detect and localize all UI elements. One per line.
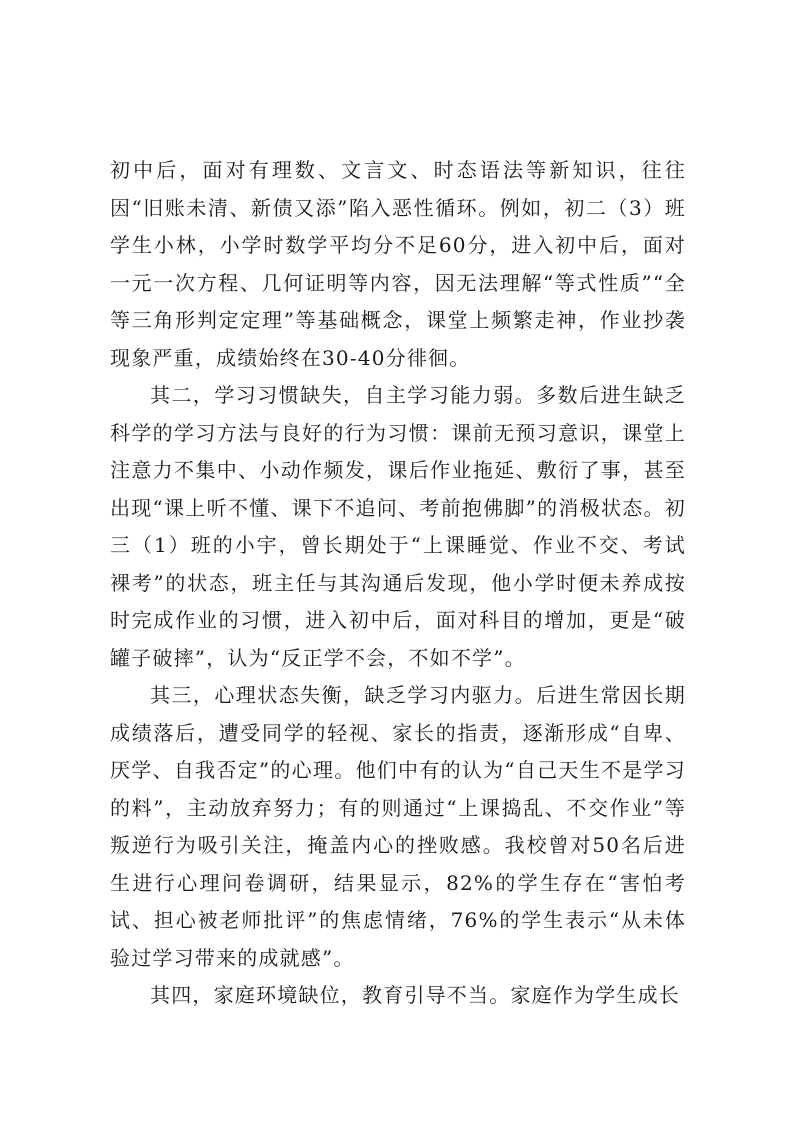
document-body: [110, 152, 686, 1015]
paragraph-4: 其四，家庭环境缺位，教育引导不当。家庭作为学生成长: [150, 983, 680, 1007]
paragraph-1: 初中后，面对有理数、文言文、时态语法等新知识，往往因“旧账未清、新债又添”陷入恶性循环。例如，初二（3）班学生小林，小学时数学平均分不足60分，进入初中后，面对一元一次方程、几何证明等内容，因无法理解“等式性质”“全等三角形判定定理”等基础概念，课堂上频繁走神，作业抄袭现象严重，成绩始终在30-40分徘徊。: [110, 158, 686, 370]
paragraph-3: 其三，心理状态失衡，缺乏学习内驱力。后进生常因长期成绩落后，遭受同学的轻视、家长的指责，逐渐形成“自卑、厌学、自我否定”的心理。他们中有的认为“自己天生不是学习的料”，主动放弃努力；有的则通过“上课捣乱、不交作业”等叛逆行为吸引关注，掩盖内心的挫败感。我校曾对50名后进生进行心理问卷调研，结果显示，82%的学生存在“害怕考试、担心被老师批评”的焦虑情绪，76%的学生表示“从未体验过学习带来的成就感”。: [110, 683, 686, 970]
paragraph-2: 其二，学习习惯缺失，自主学习能力弱。多数后进生缺乏科学的学习方法与良好的行为习惯：课前无预习意识，课堂上注意力不集中、小动作频发，课后作业拖延、敷衍了事，甚至出现“课上听不懂、课下不追问、考前抱佛脚”的消极状态。初三（1）班的小宇，曾长期处于“上课睡觉、作业不交、考试裸考”的状态，班主任与其沟通后发现，他小学时便未养成按时完成作业的习惯，进入初中后，面对科目的增加，更是“破罐子破摔”，认为“反正学不会，不如不学”。: [110, 383, 686, 670]
